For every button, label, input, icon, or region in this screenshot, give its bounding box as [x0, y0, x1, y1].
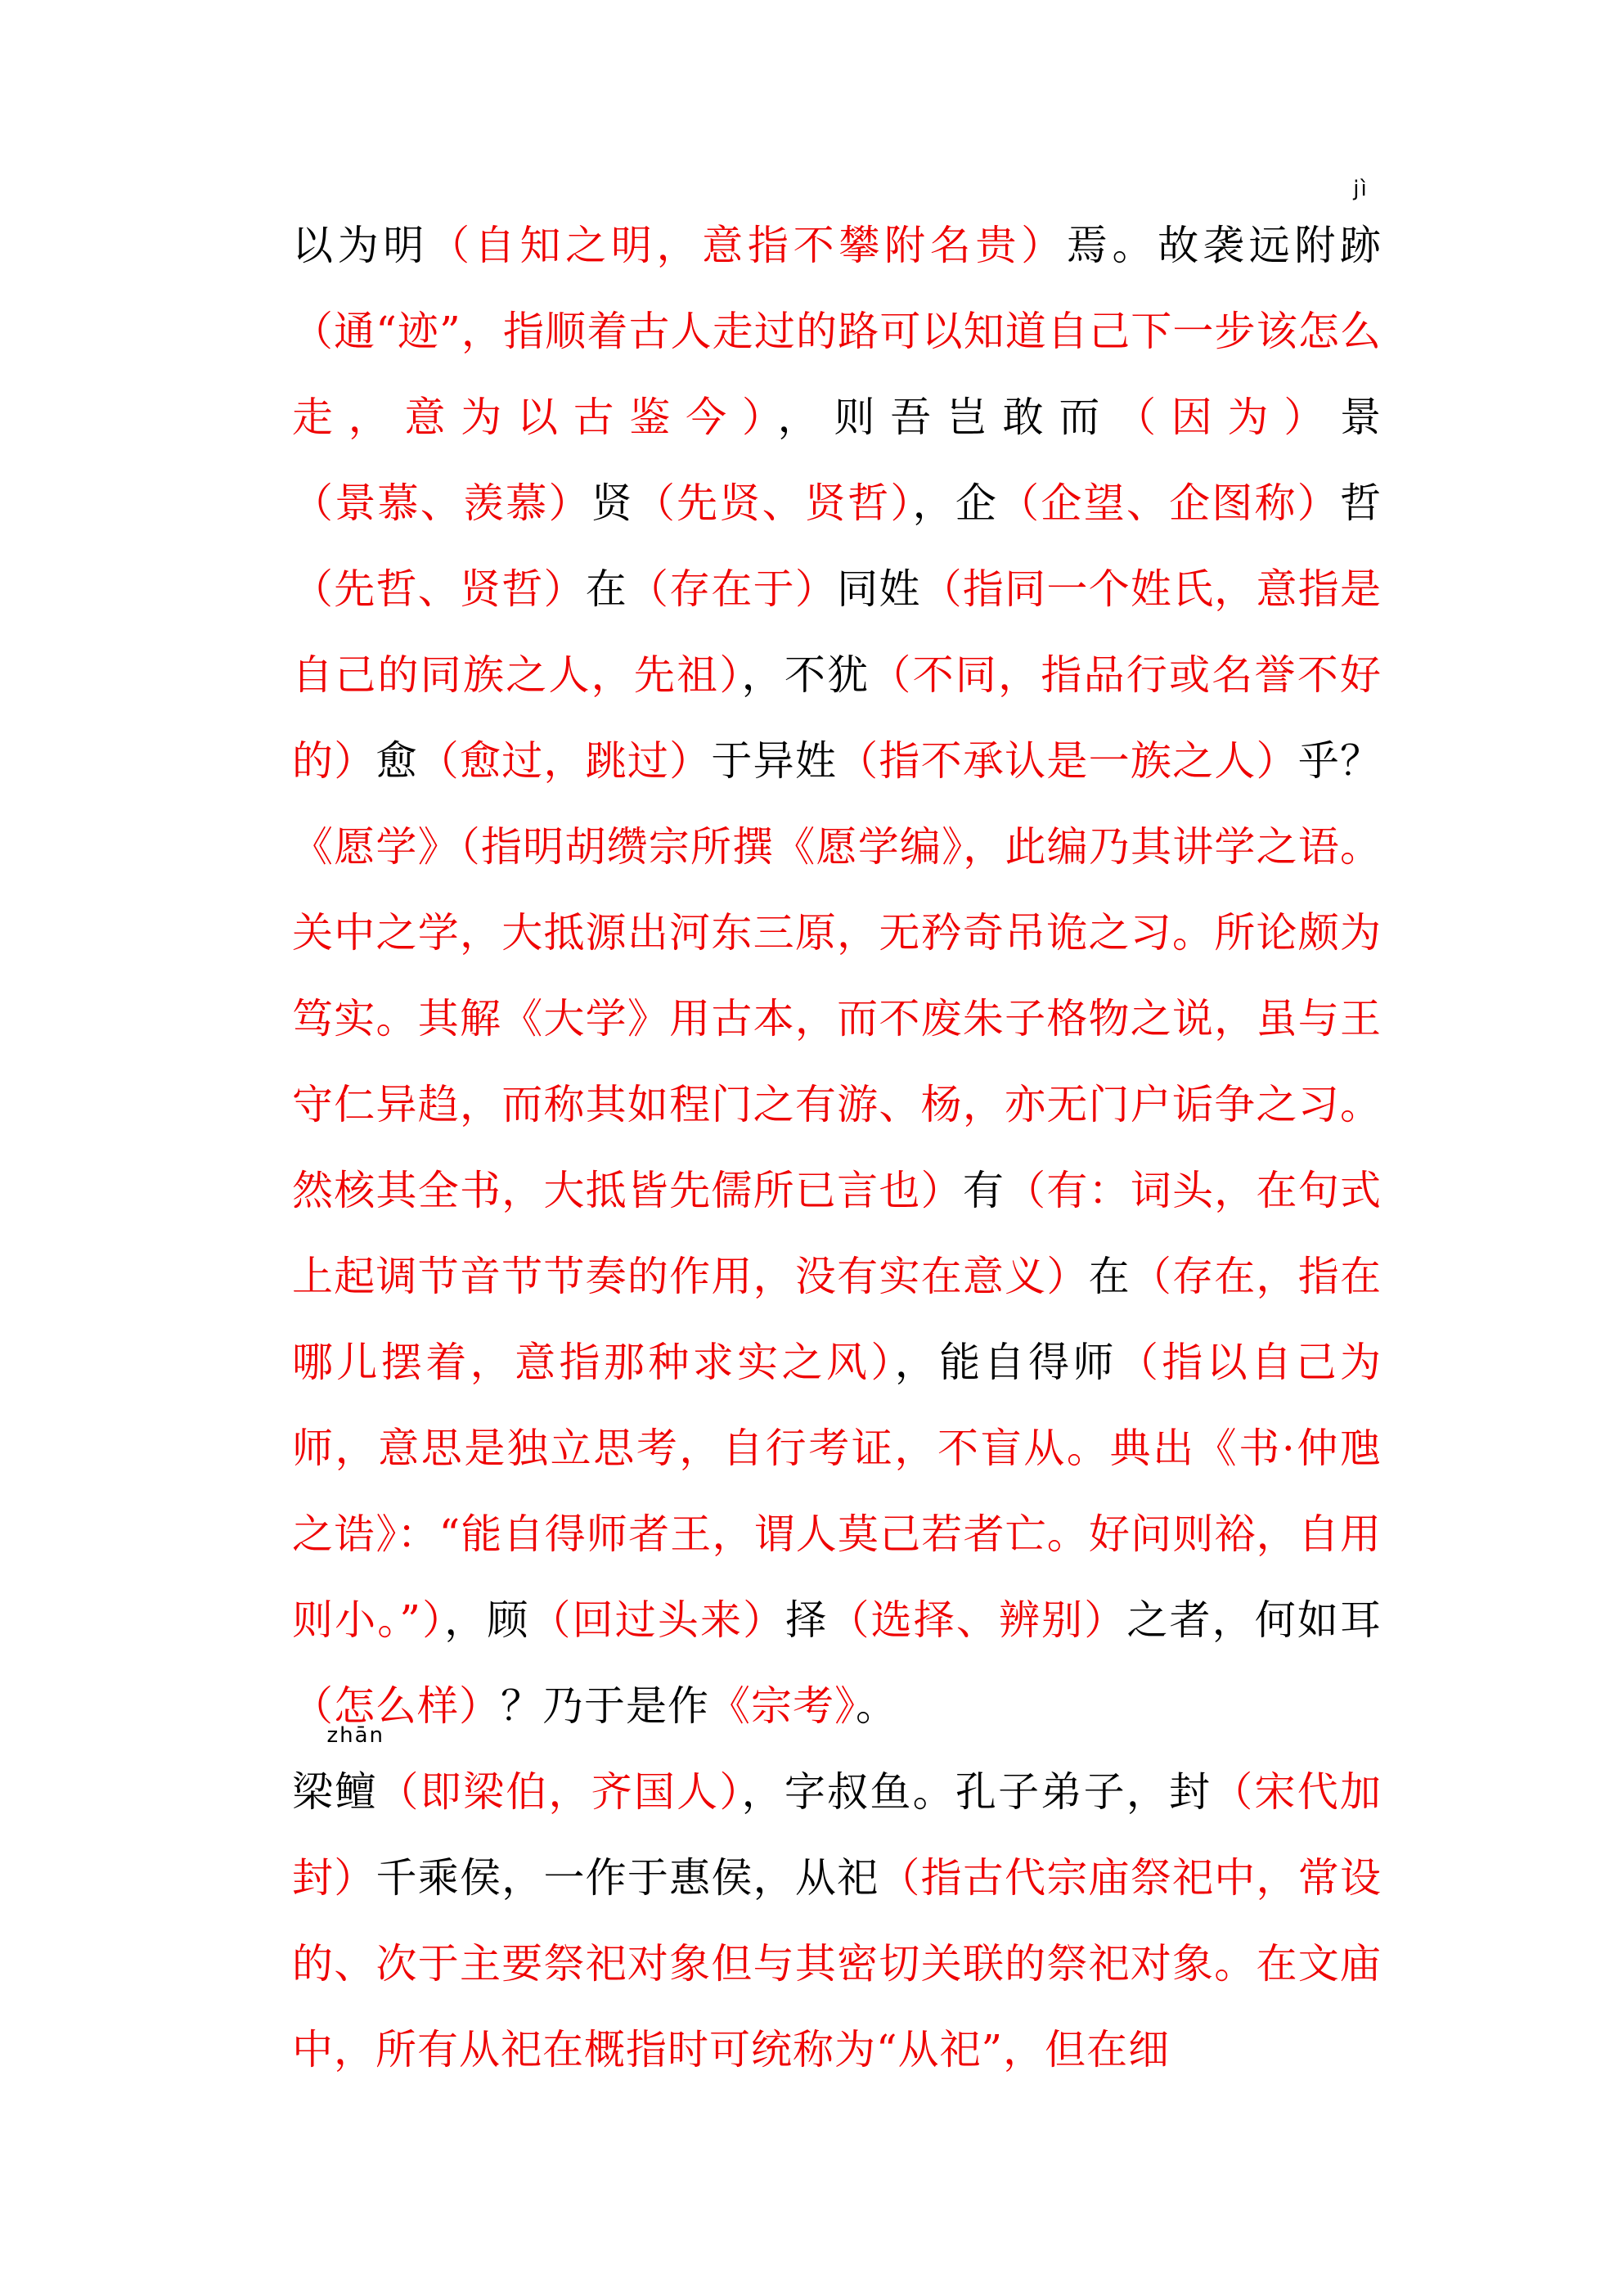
annotation-text: （存在于）: [627, 565, 838, 613]
annotation-text: （怎么样）: [292, 1682, 501, 1730]
main-text: 景: [1340, 394, 1382, 441]
ruby-char: [326, 1723, 385, 1835]
main-text: ，企: [912, 479, 999, 527]
annotation-text: 《宗考》: [709, 1682, 856, 1730]
annotation-text: （指以自己为师，意思是独立思考，自行考证，不盲从。典出《书·仲虺之诰》：“能自得师者王，谓人莫己若者亡。好问则裕，自用则小。”）: [292, 1339, 1382, 1644]
annotation-text: （指同一个姓氏，意指是自己的同族之人，先祖）: [292, 565, 1382, 699]
main-text: ，字叔鱼。孔子弟子，封: [741, 1768, 1212, 1816]
main-text: 千乘侯，一作于惠侯，从祀: [375, 1854, 879, 1902]
annotation-text: （企望、企图称）: [998, 479, 1341, 527]
main-text: 在: [585, 565, 627, 613]
annotation-text: （不同，指品行或名誉不好的）: [292, 651, 1382, 785]
main-text: 有: [962, 1167, 1005, 1214]
annotation-text: （存在，指在哪儿摆着，意指那种求实之风）: [292, 1253, 1382, 1386]
annotation-text: （因为）: [1115, 394, 1341, 441]
pinyin-annotation: jì: [1353, 177, 1369, 201]
pinyin-annotation: zhān: [326, 1723, 385, 1748]
annotation-text: （自知之明，意指不攀附名贵）: [429, 222, 1067, 269]
annotation-text: （即梁伯，齐国人）: [376, 1768, 742, 1816]
annotation-text: （愈过，跳过）: [417, 737, 712, 785]
main-text: ，顾: [444, 1596, 530, 1644]
main-text: 乎？: [1297, 737, 1382, 785]
annotation-text: （回过头来）: [529, 1596, 786, 1644]
annotation-text: （有：词头，在句式上起调节音节节奏的作用，没有实在意义）: [292, 1167, 1382, 1300]
document-page: [292, 177, 1382, 2093]
annotation-text: （选择、辨别）: [828, 1596, 1127, 1644]
main-text: ，不犹: [741, 651, 870, 699]
main-text: 于异姓: [711, 737, 838, 785]
annotation-text: 《愿学》（指明胡缵宗所撰《愿学编》，此编乃其讲学之语。关中之学，大抵源出河东三原，无矜奇吊诡之习。所论颇为笃实。其解《大学》用古本，而不废朱子格物之说，虽与王守仁异趋，而称其如程门之有游、杨，亦无门户诟争之习。然核其全书，大抵皆先儒所已言也）: [292, 823, 1382, 1214]
ruby-char: [1340, 177, 1382, 289]
annotation-text: （指不承认是一族之人）: [837, 737, 1298, 785]
main-text: 以为明: [292, 222, 429, 269]
paragraph-liang-zhan: [292, 1723, 1382, 2093]
annotation-text: （先贤、贤哲）: [633, 479, 913, 527]
ruby-base: 鳣: [335, 1768, 377, 1816]
annotation-text: （指古代宗庙祭祀中，常设的、次于主要祭祀对象但与其密切关联的祭祀对象。在文庙中，所有从祀在概指时可统称为“从祀”，但在细: [292, 1854, 1382, 2073]
annotation-text: （先哲、贤哲）: [292, 565, 586, 613]
main-text: ，能自得师: [894, 1339, 1117, 1386]
main-text: ？乃于是作: [501, 1682, 709, 1730]
main-text: 同姓: [837, 565, 921, 613]
main-text: 。: [856, 1682, 897, 1730]
paragraph-zongkao: [292, 177, 1382, 1749]
annotation-text: （景慕、羡慕）: [292, 479, 591, 527]
main-text: 愈: [375, 737, 418, 785]
annotation-text: （宋代加封）: [292, 1768, 1382, 1902]
main-text: 之者，何如耳: [1126, 1596, 1382, 1644]
main-text: ，则吾岂敢而: [777, 394, 1116, 441]
annotation-text: （通“迹”，指顺着古人走过的路可以知道自己下一步该怎么走，意为以古鉴今）: [292, 308, 1382, 441]
ruby-base: 跡: [1340, 222, 1382, 269]
main-text: 在: [1088, 1253, 1131, 1300]
main-text: 哲: [1340, 479, 1382, 527]
main-text: 焉。故袭远附: [1066, 222, 1341, 269]
main-text: 贤: [591, 479, 634, 527]
main-text: 择: [785, 1596, 829, 1644]
main-text: 梁: [292, 1768, 335, 1816]
